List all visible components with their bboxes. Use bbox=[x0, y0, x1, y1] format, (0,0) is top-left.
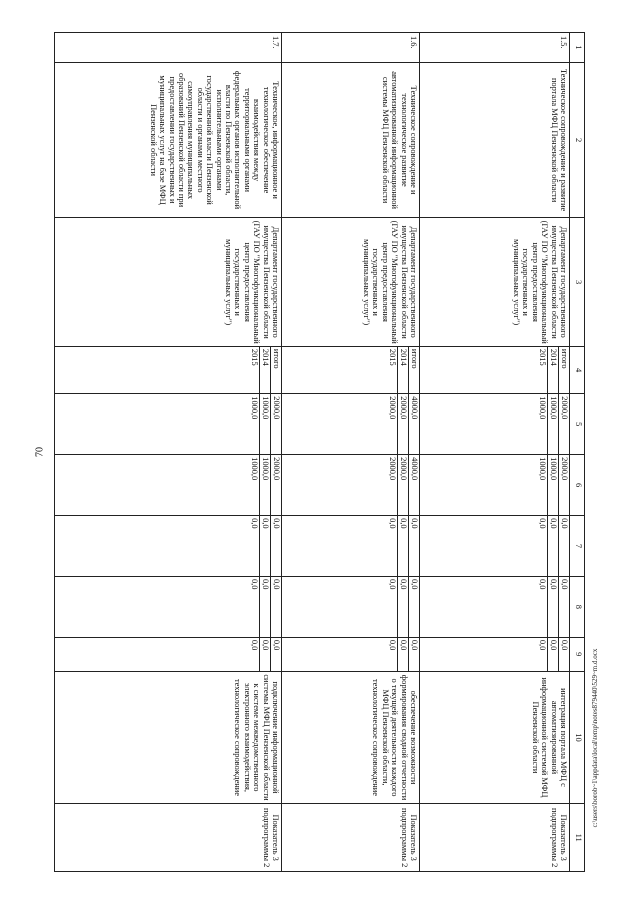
year-cell: итого bbox=[409, 347, 420, 393]
value-cell: 0,0 bbox=[250, 518, 259, 529]
value-cell: 0,0 bbox=[398, 577, 409, 637]
column-header: 8 bbox=[570, 576, 585, 637]
value-cell: 0,0 bbox=[409, 638, 420, 671]
value-cell: 0,0 bbox=[409, 577, 420, 637]
value-cell: 0,0 bbox=[260, 577, 271, 637]
value-cell: 2000,0 bbox=[559, 394, 570, 454]
executor: Департамент государственного имущества Пензенской области (ГАУ ПО "Многофункциональный центр предоставления государственных и муниципальных услуг") bbox=[420, 218, 570, 347]
value-cell: 2000,0 bbox=[398, 394, 409, 454]
value-cell: 1000,0 bbox=[260, 394, 271, 454]
table-row bbox=[420, 33, 570, 872]
value-cell: 0,0 bbox=[559, 516, 570, 576]
value-cell: 1000,0 bbox=[260, 455, 271, 515]
value-cell: 0,0 bbox=[271, 577, 282, 637]
expected-result: подключение информационной системы МФЦ Пензенской области к системе межведомственного электронного взаимодействия, технологическое сопровождение bbox=[55, 671, 282, 804]
program-measures-table bbox=[54, 32, 585, 872]
value-cell: 1000,0 bbox=[538, 457, 547, 481]
table-row bbox=[55, 33, 282, 872]
executor: Департамент государственного имущества Пензенской области (ГАУ ПО "Многофункциональный центр предоставления государственных и муниципальных услуг") bbox=[55, 218, 282, 347]
column-header: 9 bbox=[570, 637, 585, 671]
value-cell: 0,0 bbox=[548, 638, 559, 671]
value-cell: 0,0 bbox=[388, 578, 397, 590]
expected-result: обеспечение возможности формирования сводной отчетности о текущей деятельности каждого МФЦ Пензенской области, технологическое сопровождение bbox=[282, 671, 420, 804]
year-cell: 2014 bbox=[260, 347, 271, 393]
value-cell: 2000,0 bbox=[388, 457, 397, 481]
value-cell: 0,0 bbox=[538, 639, 547, 651]
column-header: 5 bbox=[570, 394, 585, 455]
year-cell: итого bbox=[559, 347, 570, 393]
value-cell: 0,0 bbox=[271, 638, 282, 671]
value-cell: 0,0 bbox=[388, 639, 397, 651]
column-header: 10 bbox=[570, 671, 585, 804]
row-number: 1.5. bbox=[420, 33, 570, 63]
value-cell: 2000,0 bbox=[271, 455, 282, 515]
value-cell: 0,0 bbox=[250, 639, 259, 651]
column-header: 1 bbox=[570, 33, 585, 63]
value-cell: 4000,0 bbox=[409, 455, 420, 515]
value-cell: 2000,0 bbox=[388, 396, 397, 420]
table-row bbox=[282, 33, 420, 872]
measure-name: Техническое, информационное и технологическое обеспечение взаимодействия между территориальными органами федеральных органов исполнительной власти по Пензенской области, исполнительными органами государственной власти Пензенской области и органами местного самоуправления муниципальных образований Пензенской области при предоставлении государственных и муниципальных услуг на базе МФЦ Пензенской области bbox=[55, 62, 282, 218]
value-cell: 0,0 bbox=[260, 638, 271, 671]
measure-name: Техническое сопровождение и технологическое развитие автоматизированной информационной системы МФЦ Пензенской области bbox=[282, 62, 420, 218]
value-cell: 2000,0 bbox=[271, 394, 282, 454]
value-cell: 4000,0 bbox=[409, 394, 420, 454]
value-cell: 2000,0 bbox=[398, 455, 409, 515]
value-cell: 0,0 bbox=[538, 518, 547, 529]
value-cell: 0,0 bbox=[260, 516, 271, 576]
measure-name: Техническое сопровождение и развитие портала МФЦ Пензенской области bbox=[420, 62, 570, 218]
landscape-table-sheet bbox=[55, 32, 585, 872]
value-cell: 1000,0 bbox=[548, 394, 559, 454]
row-number: 1.6. bbox=[282, 33, 420, 63]
year-cell: 2014 bbox=[398, 347, 409, 393]
column-number-row bbox=[570, 33, 585, 872]
value-cell: 1000,0 bbox=[548, 455, 559, 515]
indicator-link: Показатель 3 подпрограммы 2 bbox=[55, 804, 282, 872]
indicator-link: Показатель 3 подпрограммы 2 bbox=[282, 804, 420, 872]
page-number: 70 bbox=[34, 447, 46, 457]
file-path-footer: c:\users\borob~1\appdata\local\temp\notes879440\529~m.d.ocx bbox=[591, 648, 599, 828]
indicator-link: Показатель 3 подпрограммы 2 bbox=[420, 804, 570, 872]
value-cell: 0,0 bbox=[559, 577, 570, 637]
column-header: 7 bbox=[570, 516, 585, 577]
value-cell: 0,0 bbox=[271, 516, 282, 576]
year-cell: 2014 bbox=[548, 347, 559, 393]
value-cell: 0,0 bbox=[538, 578, 547, 590]
year-cell: 2015 bbox=[388, 348, 397, 366]
value-cell: 0,0 bbox=[409, 516, 420, 576]
executor: Департамент государственного имущества Пензенской области (ГАУ ПО "Многофункциональный центр предоставления государственных и муниципальных услуг") bbox=[282, 218, 420, 347]
column-header: 3 bbox=[570, 218, 585, 347]
column-header: 11 bbox=[570, 804, 585, 872]
expected-result: интеграция портала МФЦ с автоматизированной информационной системой МФЦ Пензенской области bbox=[420, 671, 570, 804]
value-cell: 2000,0 bbox=[559, 455, 570, 515]
value-cell: 1000,0 bbox=[250, 457, 259, 481]
value-cell: 0,0 bbox=[398, 638, 409, 671]
column-header: 2 bbox=[570, 62, 585, 218]
value-cell: 0,0 bbox=[548, 516, 559, 576]
year-cell: 2015 bbox=[538, 348, 547, 366]
year-cell: 2015 bbox=[250, 348, 259, 366]
value-cell: 0,0 bbox=[548, 577, 559, 637]
column-header: 4 bbox=[570, 346, 585, 393]
value-cell: 0,0 bbox=[388, 518, 397, 529]
value-cell: 0,0 bbox=[398, 516, 409, 576]
value-cell: 1000,0 bbox=[538, 396, 547, 420]
value-cell: 0,0 bbox=[559, 638, 570, 671]
column-header: 6 bbox=[570, 455, 585, 516]
value-cell: 1000,0 bbox=[250, 396, 259, 420]
row-number: 1.7. bbox=[55, 33, 282, 63]
value-cell: 0,0 bbox=[250, 578, 259, 590]
year-cell: итого bbox=[271, 347, 282, 393]
